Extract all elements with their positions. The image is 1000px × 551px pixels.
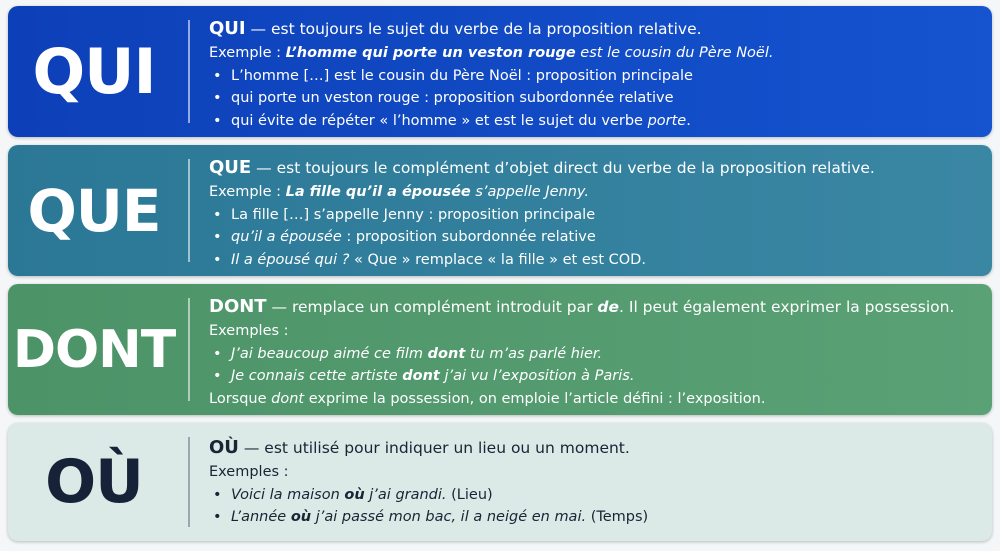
qui-bullet-3 — [209, 110, 982, 133]
que-bullet-3 — [209, 249, 982, 272]
qui-heading — [209, 16, 982, 42]
qui-bullet-3-end: . — [686, 112, 691, 129]
que-bullet-2-italic: qu’il a épousée — [231, 229, 342, 245]
que-heading — [209, 155, 982, 181]
ou-heading-text: est utilisé pour indiquer un lieu ou un moment. — [264, 439, 630, 457]
dont-bullet-2-end: j’ai vu l’exposition à Paris. — [439, 368, 635, 384]
qui-example-label: Exemple : — [209, 45, 286, 61]
ou-bullet-1 — [209, 484, 982, 507]
ou-bullet-2-tag: (Temps) — [586, 509, 649, 525]
dont-note — [209, 388, 982, 411]
ou-heading-keyword: OÙ — [209, 437, 239, 458]
qui-content — [209, 16, 982, 132]
ou-examples-label: Exemples : — [209, 464, 289, 480]
ou-bullet-1-keyword: où — [344, 486, 365, 503]
ou-content — [209, 435, 982, 529]
dont-bullet-2-text: Je connais cette artiste — [231, 368, 403, 384]
dont-divider — [188, 298, 190, 401]
que-bullet-2 — [209, 226, 982, 249]
bullet-icon: • — [213, 509, 222, 525]
dont-heading-text-end: . Il peut également exprimer la possession. — [619, 298, 955, 316]
dont-heading — [209, 294, 982, 320]
dont-note-text: Lorsque — [209, 390, 272, 407]
bullet-icon: • — [213, 112, 222, 129]
dont-heading-keyword: DONT — [209, 296, 267, 317]
ou-bullet-1-text: Voici la maison — [231, 486, 345, 503]
dont-heading-dash: — — [266, 298, 292, 316]
qui-example-rest: est le cousin du Père Noël. — [575, 45, 774, 61]
que-bullet-2-text: : proposition subordonnée relative — [341, 229, 596, 245]
que-bullet-3-text: « Que » remplace « la fille » et est COD. — [349, 251, 646, 268]
dont-bullet-1-text: J’ai beaucoup aimé ce film — [231, 345, 428, 362]
qui-bullet-2 — [209, 87, 982, 110]
que-heading-text: est toujours le complément d’objet direct du verbe de la proposition relative. — [276, 159, 875, 177]
qui-divider — [188, 20, 190, 123]
dont-content — [209, 294, 982, 410]
bullet-icon: • — [213, 90, 222, 106]
dont-bullet-2 — [209, 365, 982, 388]
ou-bullet-1-tag: (Lieu) — [446, 486, 493, 503]
dont-heading-text: remplace un complément introduit par — [291, 298, 598, 316]
dont-bullet-2-keyword: dont — [402, 368, 440, 384]
qui-bullet-3-italic: porte — [647, 112, 687, 129]
bullet-icon: • — [213, 368, 222, 384]
qui-bullet-3-text: qui évite de répéter « l’homme » et est le sujet du verbe — [231, 112, 648, 129]
qui-heading-dash: — — [245, 20, 271, 38]
que-example-bold: La fille qu’il a épousée — [285, 184, 471, 200]
dont-examples-label: Exemples : — [209, 323, 289, 339]
dont-heading-de: de — [597, 298, 620, 316]
dont-note-end: exprime la possession, on emploie l’article défini : l’exposition. — [304, 390, 766, 407]
qui-heading-keyword: QUI — [209, 18, 246, 39]
bullet-icon: • — [213, 251, 222, 268]
ou-heading — [209, 435, 982, 461]
ou-bullet-2 — [209, 506, 982, 529]
que-example-rest: s’appelle Jenny. — [470, 184, 589, 200]
que-bullet-1 — [209, 204, 982, 227]
que-content — [209, 155, 982, 271]
bullet-icon: • — [213, 206, 222, 223]
dont-bullet-1-keyword: dont — [427, 345, 466, 362]
que-heading-dash: — — [251, 159, 277, 177]
ou-bullet-2-end: j’ai passé mon bac, il a neigé en mai. — [311, 509, 587, 525]
ou-bullet-2-text: L’année — [231, 509, 291, 525]
ou-title-word: OÙ — [45, 447, 143, 517]
que-bullet-3-italic: Il a épousé qui ? — [231, 251, 350, 268]
que-divider — [188, 159, 190, 262]
qui-card — [8, 6, 992, 137]
que-example — [209, 181, 982, 204]
ou-bullet-2-keyword: où — [290, 509, 312, 525]
ou-bullet-1-end: j’ai grandi. — [364, 486, 447, 503]
que-title-word: QUE — [27, 176, 161, 245]
bullet-icon: • — [213, 345, 222, 362]
que-example-label: Exemple : — [209, 184, 286, 200]
qui-bullet-1 — [209, 65, 982, 88]
que-card — [8, 145, 992, 276]
dont-card — [8, 284, 992, 415]
que-bullet-1-text: La fille […] s’appelle Jenny : proposition principale — [231, 206, 596, 223]
qui-example-bold: L’homme qui porte un veston rouge — [285, 45, 576, 61]
qui-bullet-1-text: L’homme […] est le cousin du Père Noël : proposition principale — [231, 67, 693, 84]
ou-heading-dash: — — [238, 439, 265, 457]
dont-note-italic: dont — [271, 390, 305, 407]
bullet-icon: • — [213, 67, 222, 84]
ou-divider — [188, 437, 190, 527]
bullet-icon: • — [213, 486, 222, 503]
ou-card — [8, 423, 992, 541]
bullet-icon: • — [213, 229, 222, 245]
dont-bullet-1 — [209, 343, 982, 366]
dont-bullet-1-end: tu m’as parlé hier. — [465, 345, 603, 362]
qui-heading-text: est toujours le sujet du verbe de la proposition relative. — [270, 20, 702, 38]
dont-title-word: DONT — [12, 319, 176, 380]
qui-title-word: QUI — [32, 35, 156, 108]
que-heading-keyword: QUE — [209, 157, 252, 178]
qui-bullet-2-text: qui porte un veston rouge : proposition subordonnée relative — [231, 90, 674, 106]
qui-example — [209, 42, 982, 65]
